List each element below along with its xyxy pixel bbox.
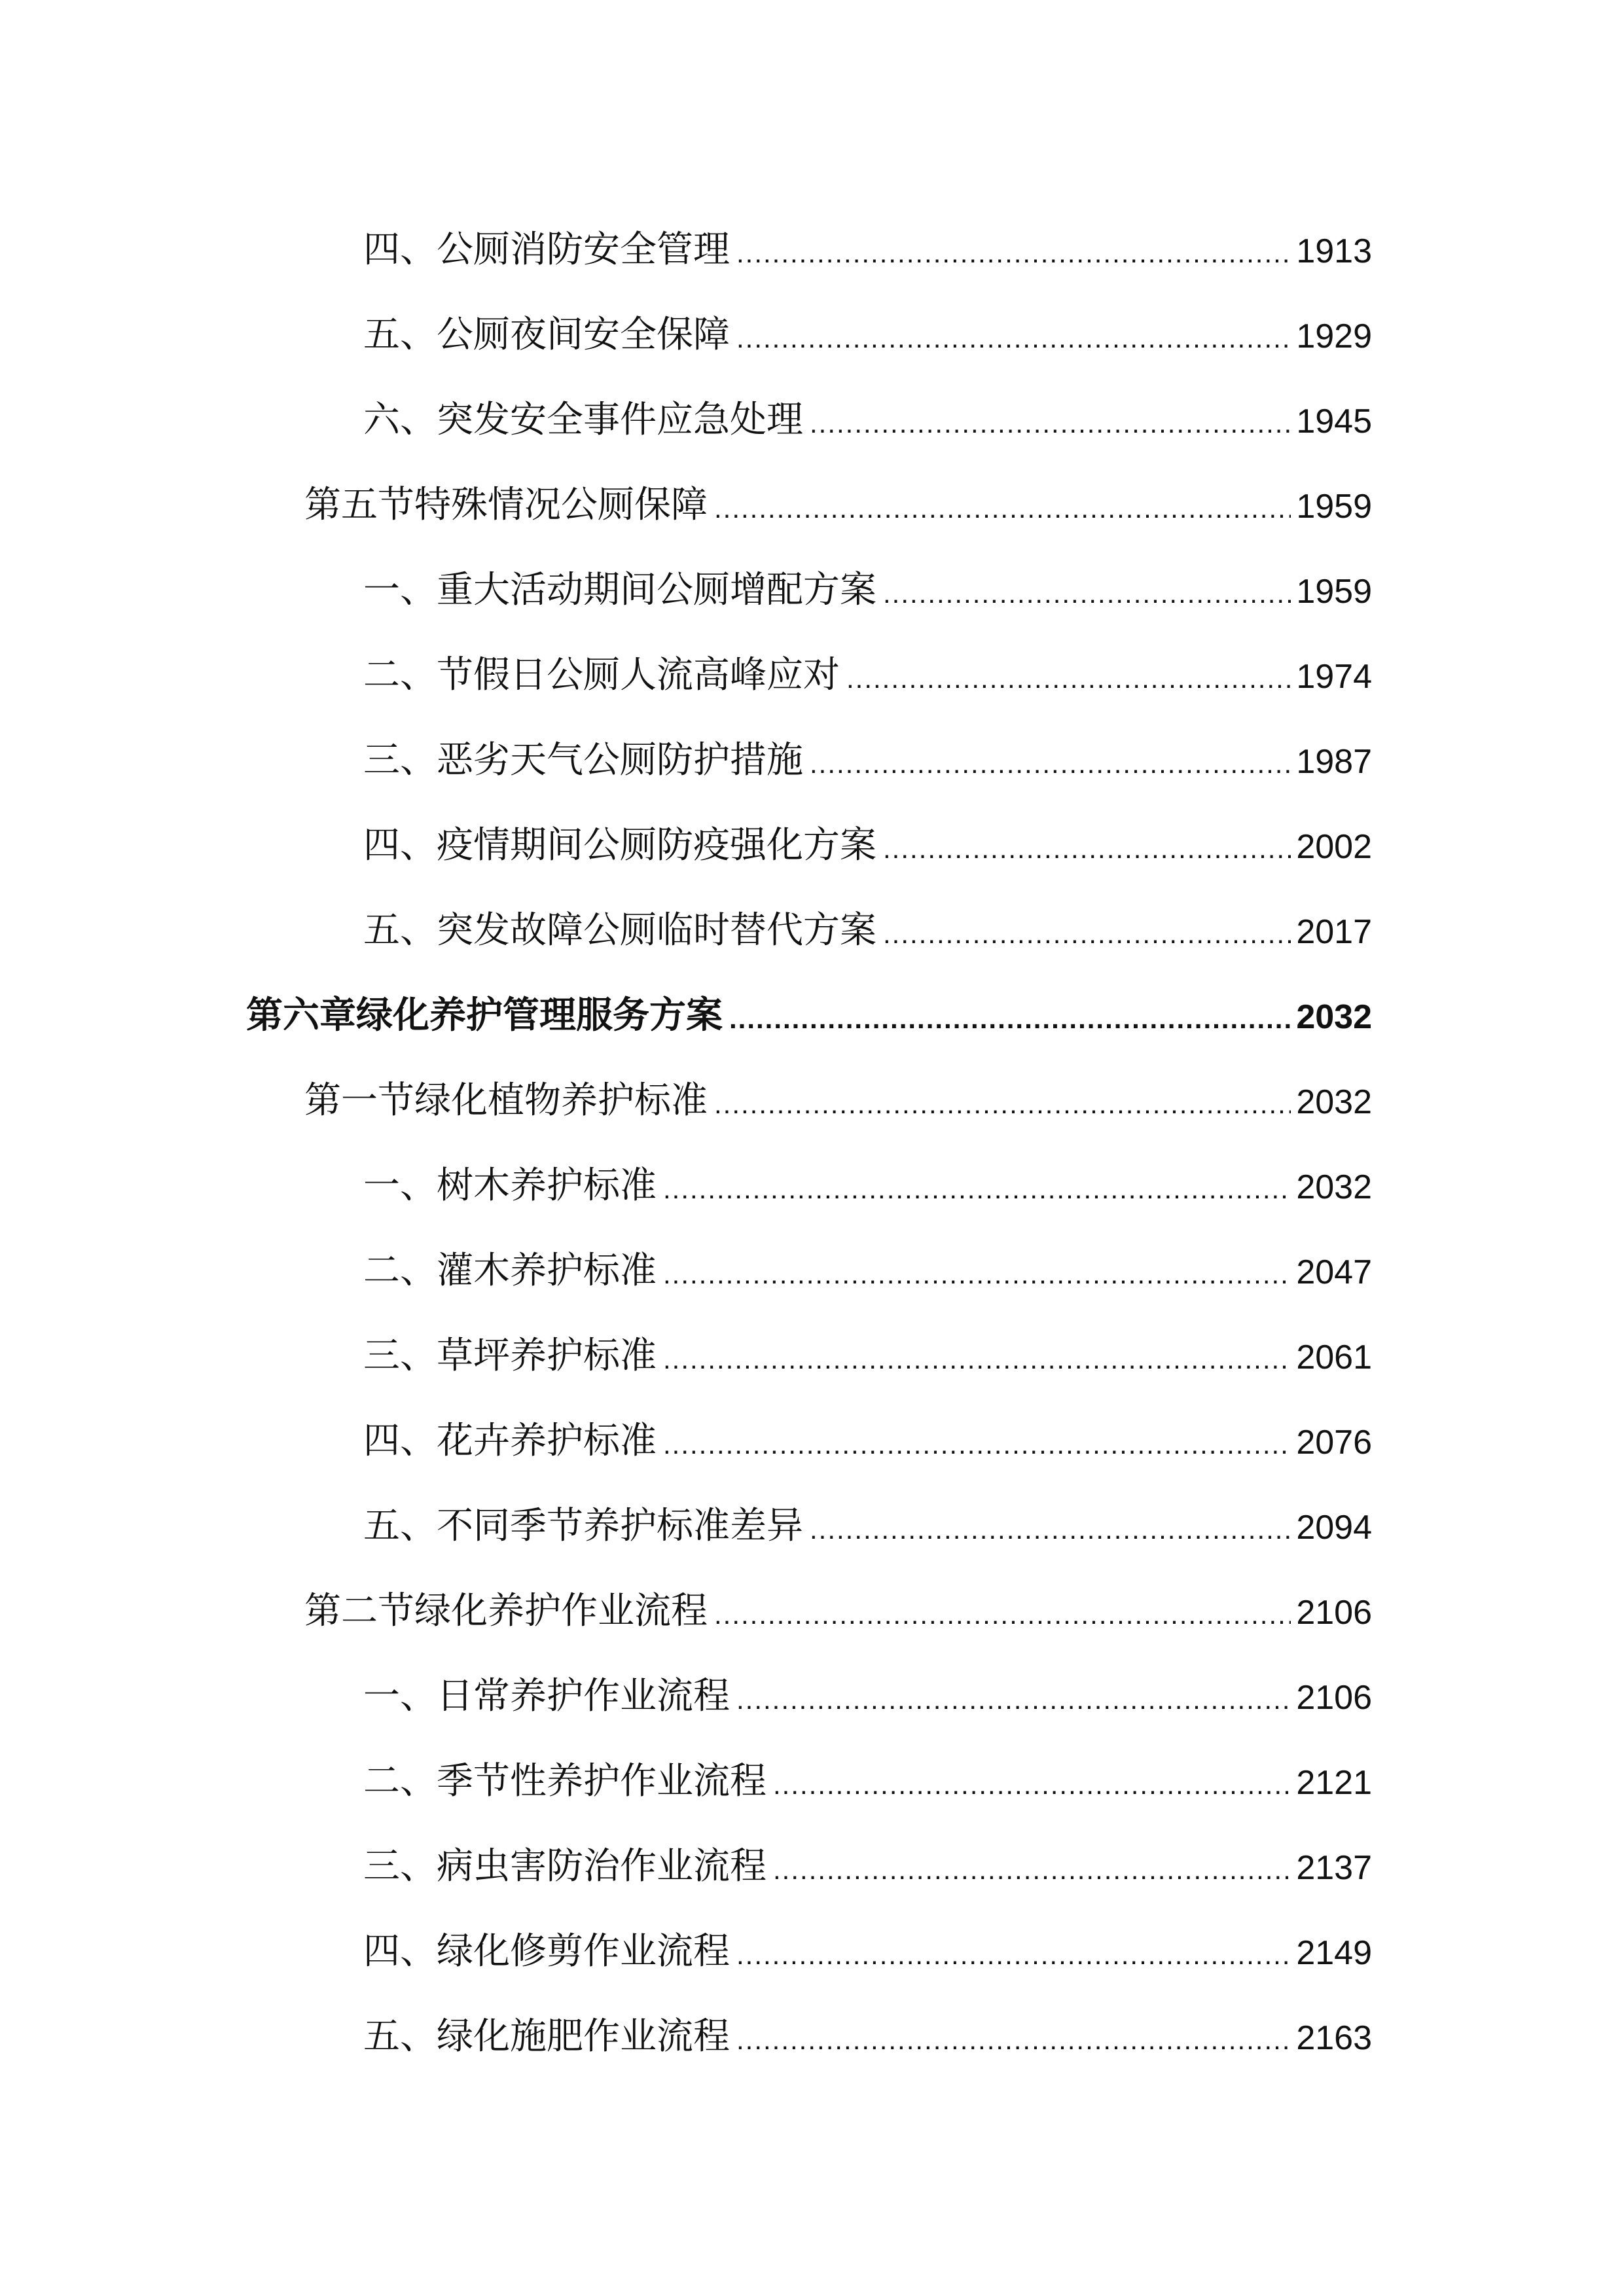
toc-page-number: 1974 <box>1296 658 1372 696</box>
toc-entry[interactable] <box>363 295 1372 356</box>
toc-entry-title: 第五节特殊情况公厕保障 <box>304 484 708 526</box>
toc-dot-leader <box>773 1848 1291 1885</box>
toc-dot-leader <box>714 1083 1291 1119</box>
toc-entry-title: 四、疫情期间公厕防疫强化方案 <box>363 824 876 867</box>
toc-entry[interactable] <box>363 1741 1372 1803</box>
toc-page-number: 2061 <box>1296 1338 1372 1376</box>
toc-entry-title: 五、公厕夜间安全保障 <box>363 314 730 356</box>
toc-entry[interactable] <box>304 1571 1372 1630</box>
toc-page-number: 2076 <box>1296 1424 1372 1462</box>
toc-entry[interactable] <box>304 465 1372 524</box>
toc-dot-leader <box>714 1593 1291 1630</box>
toc-dot-leader <box>883 912 1291 949</box>
toc-dot-leader <box>883 827 1291 864</box>
toc-entry-title: 四、公厕消防安全管理 <box>363 228 730 271</box>
toc-entry[interactable] <box>363 805 1372 867</box>
toc-entry-title: 一、重大活动期间公厕增配方案 <box>363 569 876 611</box>
toc-page-number: 1959 <box>1296 488 1372 526</box>
toc-dot-leader <box>714 487 1291 524</box>
toc-dot-leader <box>773 1763 1291 1800</box>
toc-entry[interactable] <box>363 720 1372 779</box>
toc-entry[interactable] <box>363 890 1372 952</box>
toc-entry-title: 第六章绿化养护管理服务方案 <box>246 994 723 1037</box>
toc-entry[interactable] <box>363 550 1372 609</box>
toc-dot-leader <box>810 742 1291 779</box>
toc-dot-leader <box>736 2018 1291 2055</box>
toc-entry-title: 第一节绿化植物养护标准 <box>304 1079 708 1122</box>
toc-entry-title: 三、恶劣天气公厕防护措施 <box>363 739 803 781</box>
toc-entry[interactable] <box>304 1060 1372 1122</box>
toc-entry[interactable] <box>363 1911 1372 1973</box>
toc-entry-title: 二、灌木养护标准 <box>363 1249 657 1292</box>
toc-entry-title: 六、突发安全事件应急处理 <box>363 399 803 441</box>
toc-page-number: 1945 <box>1296 403 1372 440</box>
toc-entry[interactable] <box>363 1486 1372 1545</box>
toc-entry[interactable] <box>363 380 1372 439</box>
toc-dot-leader <box>810 402 1291 439</box>
toc-entry-title: 二、季节性养护作业流程 <box>363 1760 767 1803</box>
toc-entry-title: 四、绿化修剪作业流程 <box>363 1930 730 1973</box>
toc-entry-title: 三、病虫害防治作业流程 <box>363 1845 767 1888</box>
toc-page-number: 2106 <box>1296 1594 1372 1632</box>
toc-entry-title: 五、绿化施肥作业流程 <box>363 2015 730 2058</box>
toc-page-number: 2002 <box>1296 828 1372 866</box>
toc-dot-leader <box>736 232 1291 268</box>
toc-page-number: 1913 <box>1296 232 1372 270</box>
toc-entry[interactable] <box>246 975 1372 1037</box>
toc-entry[interactable] <box>363 1401 1372 1460</box>
toc-entry[interactable] <box>363 1145 1372 1207</box>
toc-entry-title: 五、不同季节养护标准差异 <box>363 1505 803 1547</box>
toc-page-number: 2047 <box>1296 1253 1372 1291</box>
toc-entry-title: 三、草坪养护标准 <box>363 1335 657 1377</box>
toc-page-number: 2121 <box>1296 1764 1372 1802</box>
toc-entry-title: 第二节绿化养护作业流程 <box>304 1590 708 1632</box>
toc-page-number: 1959 <box>1296 573 1372 611</box>
toc-page-number: 2032 <box>1296 1083 1372 1121</box>
toc-entry[interactable] <box>363 1656 1372 1715</box>
toc-dot-leader <box>810 1508 1291 1545</box>
toc-page-number: 2106 <box>1296 1679 1372 1717</box>
toc-dot-leader <box>663 1253 1291 1289</box>
toc-page-number: 2137 <box>1296 1849 1372 1887</box>
toc-page-number: 1987 <box>1296 743 1372 781</box>
toc-entry-title: 五、突发故障公厕临时替代方案 <box>363 909 876 952</box>
toc-entry[interactable] <box>363 1996 1372 2058</box>
toc-dot-leader <box>736 1933 1291 1970</box>
toc-page-number: 1929 <box>1296 317 1372 355</box>
toc-entry[interactable] <box>363 209 1372 271</box>
toc-entry[interactable] <box>363 635 1372 694</box>
toc-page-number: 2149 <box>1296 1934 1372 1972</box>
toc-dot-leader <box>663 1338 1291 1374</box>
toc-page-number: 2032 <box>1296 998 1372 1036</box>
toc-entry-title: 二、节假日公厕人流高峰应对 <box>363 654 840 696</box>
toc-dot-leader <box>663 1168 1291 1204</box>
toc-dot-leader <box>736 1678 1291 1715</box>
toc-entry[interactable] <box>363 1230 1372 1292</box>
toc-entry-title: 一、树木养护标准 <box>363 1164 657 1207</box>
toc-entry-title: 四、花卉养护标准 <box>363 1420 657 1462</box>
toc-page-number: 2094 <box>1296 1509 1372 1547</box>
toc-page-number: 2017 <box>1296 913 1372 951</box>
toc-entry-title: 一、日常养护作业流程 <box>363 1675 730 1717</box>
toc-page-number: 2032 <box>1296 1168 1372 1206</box>
toc-dot-leader <box>846 657 1291 694</box>
toc-dot-leader <box>663 1423 1291 1460</box>
toc-dot-leader <box>729 997 1291 1034</box>
toc-dot-leader <box>883 572 1291 609</box>
toc-entry[interactable] <box>363 1316 1372 1377</box>
toc-page-number: 2163 <box>1296 2019 1372 2057</box>
toc-dot-leader <box>736 317 1291 353</box>
toc-entry[interactable] <box>363 1826 1372 1888</box>
